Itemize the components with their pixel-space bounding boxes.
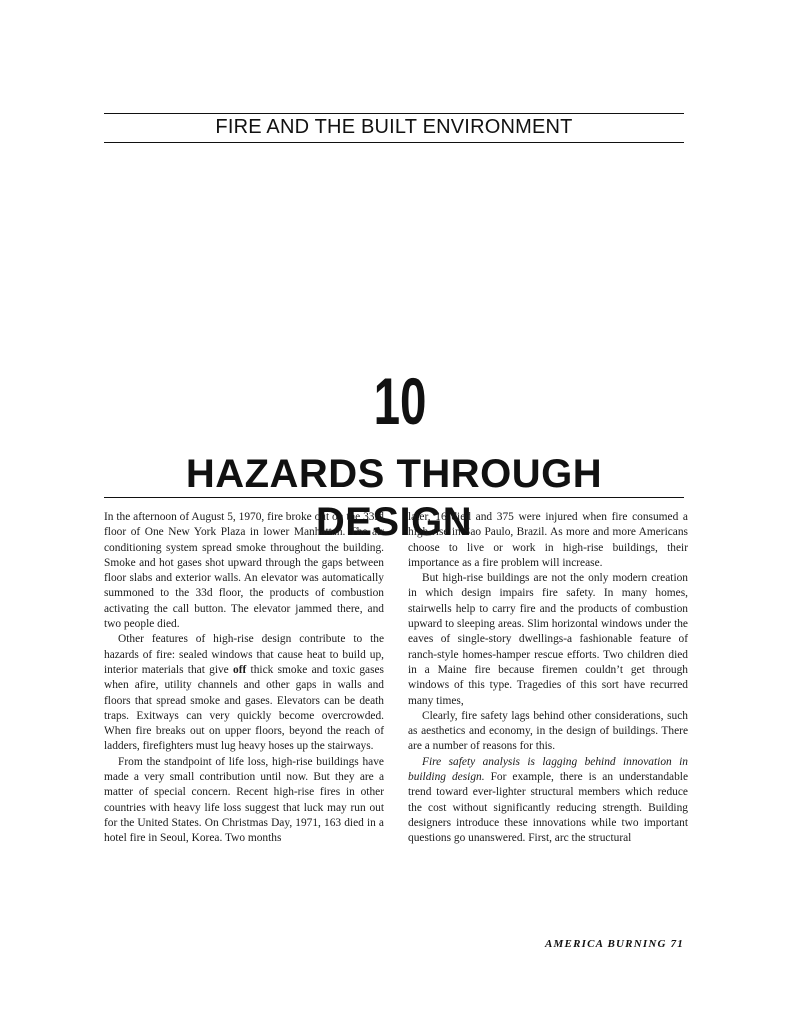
paragraph: Other features of high-rise design contribute to the hazards of fire: sealed windows that cause heat to build up, interior materials that give off thick smoke and toxic gases when afire, utility channels and other gaps in walls and floors that spread smoke and gases. Elevators can be death traps. Exitways can very quickly become overcrowded. When fire breaks out on upper floors, beyond the reach of ladders, firefighters must lug heavy hoses up the stairways. [104, 633, 384, 753]
paragraph: Fire safety analysis is lagging behind innovation in building design. For example, there is an understandable trend toward ever-lighter structural members which reduce the cost without significantly reducing strength. Building designers introduce these innovations while two important questions go unanswered. First, arc the structural [408, 755, 688, 845]
paragraph: Clearly, fire safety lags behind other considerations, such as aesthetics and economy, in the design of buildings. There are a number of reasons for this. [408, 709, 688, 753]
top-rule [104, 113, 684, 114]
chapter-title: HAZARDS THROUGH DESIGN [185, 452, 603, 544]
paragraph: From the standpoint of life loss, high-rise buildings have made a very small contribution until now. But they are a matter of special concern. Recent high-rise fires in other countries with heavy life loss suggest that luck may run out for the United States. On Christmas Day, 1971, 163 died in a hotel fire in Seoul, Korea. Two months [104, 755, 384, 845]
right-column [408, 510, 688, 847]
part-title-rule [104, 142, 684, 143]
italic-lead: Fire safety analysis is lagging behind innovation in building design. [408, 755, 688, 784]
paragraph: later, 16 died and 375 were injured when fire consumed a high-rise in Sao Paulo, Brazil. As more and more Americans choose to live or work in high-rise buildings, their importance as a fire problem will increase. [408, 511, 688, 569]
paragraph: But high-rise buildings are not the only modern creation in which design impairs fire safety. In many homes, stairwells help to carry fire and the products of combustion upward to sleeping areas. Slim horizontal windows under the eaves of single-story dwellings-a fashionable feature of ranch-style homes-hamper rescue efforts. Two children died in a Maine fire because firemen couldn’t get through windows of this type. Tragedies of this sort have recurred many times, [408, 572, 688, 707]
page-footer: AMERICA BURNING 71 [545, 938, 684, 950]
paragraph: In the afternoon of August 5, 1970, fire broke out on the 33rd floor of One New York Plaza in lower Manhattan. The air conditioning system spread smoke throughout the building. Smoke and hot gases shot upward through the gaps between floor slabs and exterior walls. An elevator was automatically summoned to the 33d floor, the products of combustion activating the call button. The elevator jammed there, and two people died. [104, 511, 384, 631]
chapter-number: 10 [373, 364, 427, 438]
bold-word: off [233, 663, 247, 676]
left-column [104, 510, 384, 847]
part-title: FIRE AND THE BUILT ENVIRONMENT [215, 116, 573, 138]
chapter-title-rule [104, 497, 684, 498]
